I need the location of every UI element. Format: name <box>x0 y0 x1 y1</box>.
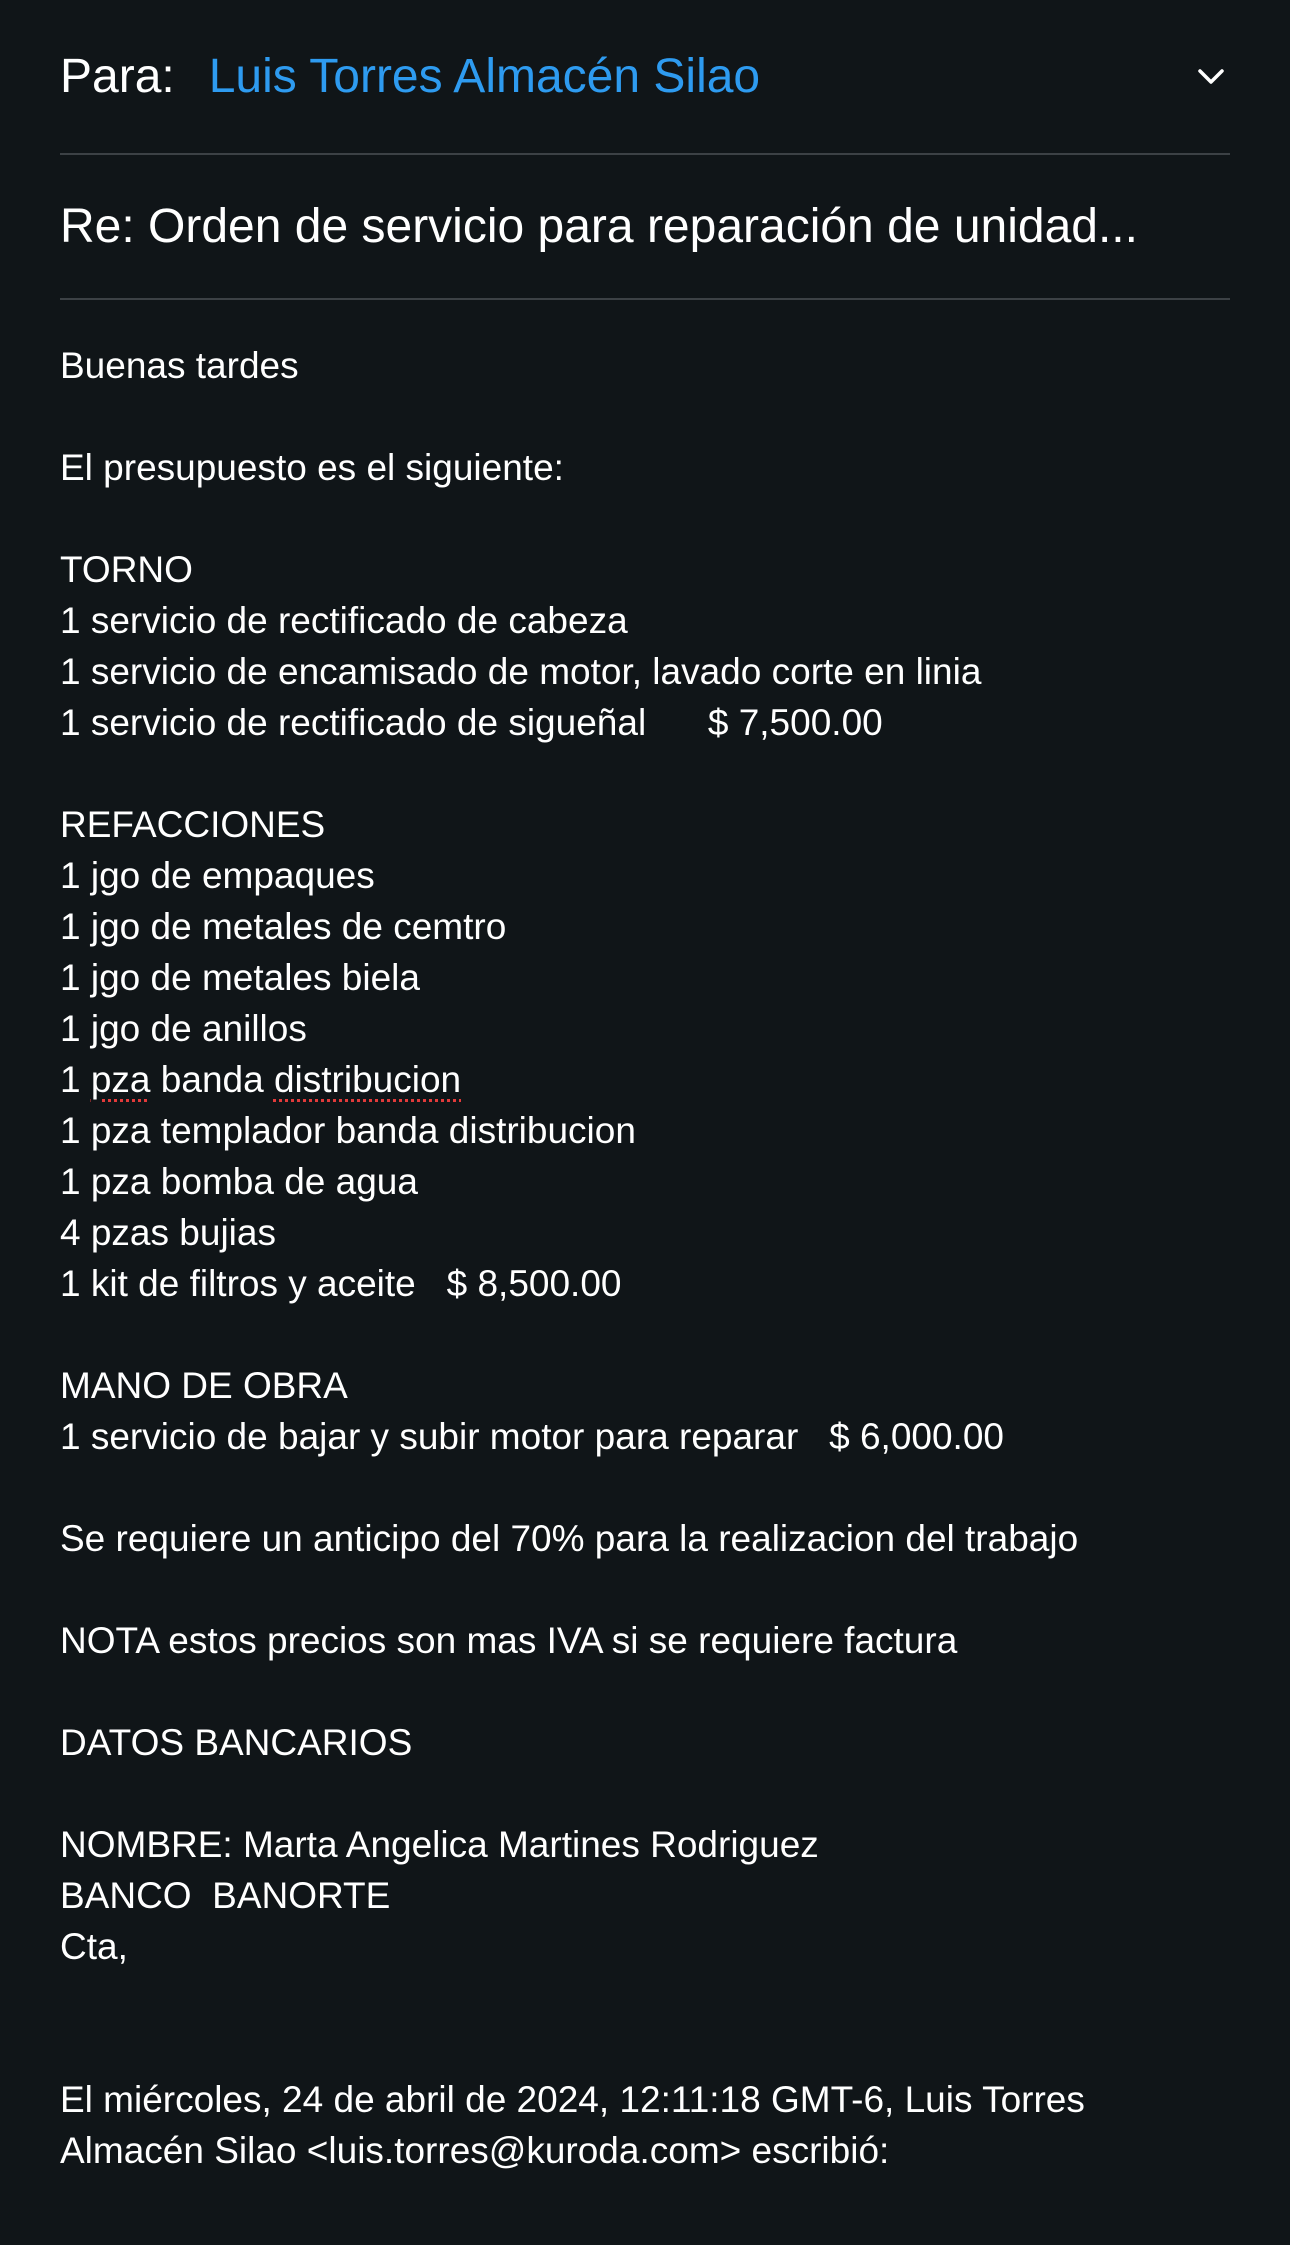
quoted-header-line: Almacén Silao <luis.torres@kuroda.com> escribió: <box>60 2130 890 2171</box>
list-item: 1 servicio de encamisado de motor, lavado corte en linia <box>60 651 982 692</box>
list-item: 1 jgo de metales de cemtro <box>60 906 507 947</box>
greeting: Buenas tardes <box>60 345 299 386</box>
intro-text: El presupuesto es el siguiente: <box>60 447 564 488</box>
list-item: 4 pzas bujias <box>60 1212 276 1253</box>
nota-text: NOTA estos precios son mas IVA si se requiere factura <box>60 1620 958 1661</box>
list-item: 1 servicio de rectificado de sigueñal $ 7,500.00 <box>60 702 883 743</box>
list-item: 1 jgo de empaques <box>60 855 375 896</box>
misspelled-word[interactable]: distribucion <box>273 1059 462 1100</box>
section-title-mano-de-obra: MANO DE OBRA <box>60 1365 348 1406</box>
chevron-down-icon[interactable] <box>1196 62 1226 92</box>
item-prefix: 1 <box>60 1059 91 1100</box>
bank-account-number: Cta, <box>60 1926 128 1967</box>
recipient-name[interactable]: Luis Torres Almacén Silao <box>208 50 761 103</box>
item-middle: banda <box>150 1059 274 1100</box>
message-body[interactable] <box>60 300 1230 2176</box>
to-label: Para: <box>60 50 175 103</box>
misspelled-word[interactable]: pza <box>90 1059 151 1100</box>
list-item: 1 servicio de bajar y subir motor para reparar $ 6,000.00 <box>60 1416 1004 1457</box>
bank-account-name: NOMBRE: Marta Angelica Martines Rodriguez <box>60 1824 819 1865</box>
anticipo-text: Se requiere un anticipo del 70% para la realizacion del trabajo <box>60 1518 1079 1559</box>
bank-name: BANCO BANORTE <box>60 1875 391 1916</box>
section-title-refacciones: REFACCIONES <box>60 804 326 845</box>
list-item: 1 jgo de metales biela <box>60 957 420 998</box>
list-item: 1 pza templador banda distribucion <box>60 1110 636 1151</box>
list-item: 1 pza bomba de agua <box>60 1161 418 1202</box>
list-item: 1 jgo de anillos <box>60 1008 307 1049</box>
section-title-torno: TORNO <box>60 549 193 590</box>
subject-text[interactable]: Re: Orden de servicio para reparación de unidad... <box>60 200 1138 253</box>
subject-row[interactable] <box>60 155 1230 300</box>
quoted-header-line: El miércoles, 24 de abril de 2024, 12:11:18 GMT-6, Luis Torres <box>60 2079 1085 2120</box>
recipient-row[interactable] <box>60 0 1230 155</box>
datos-bancarios-title: DATOS BANCARIOS <box>60 1722 413 1763</box>
list-item: 1 servicio de rectificado de cabeza <box>60 600 628 641</box>
email-compose <box>60 0 1230 2176</box>
list-item <box>60 1054 1230 1105</box>
list-item: 1 kit de filtros y aceite $ 8,500.00 <box>60 1263 622 1304</box>
